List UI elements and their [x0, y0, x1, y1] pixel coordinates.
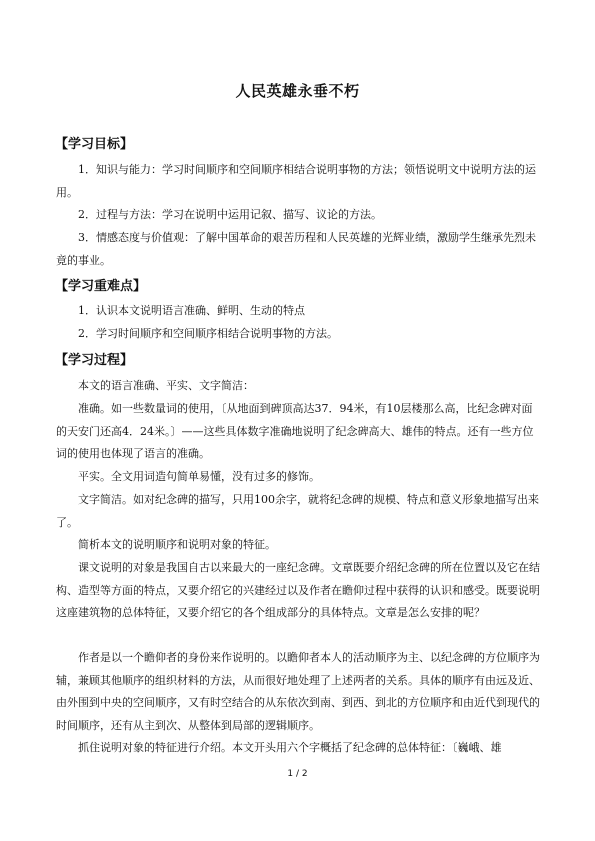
document-title: 人民英雄永垂不朽	[235, 82, 360, 100]
goal-item-1: 1．知识与能力：学习时间顺序和空间顺序相结合说明事物的方法；领悟说明文中说明方法的运用。	[56, 163, 536, 199]
keypoint-item-1: 1．认识本文说明语言准确、鲜明、生动的特点	[78, 304, 305, 317]
section-heading-keypoints: 【学习重难点】	[55, 279, 147, 294]
process-paragraph-4: 文字简洁。如对纪念碑的描写，只用100余字，就将纪念碑的规模、特点和意义形象地描写出来了。	[56, 493, 539, 529]
keypoint-item-2: 2．学习时间顺序和空间顺序相结合说明事物的方法。	[78, 327, 338, 340]
goal-item-2: 2．过程与方法：学习在说明中运用记叙、描写、议论的方法。	[78, 208, 382, 221]
process-paragraph-1: 本文的语言准确、平实、文字简洁：	[78, 379, 254, 392]
section-heading-goals: 【学习目标】	[55, 137, 134, 152]
process-paragraph-2: 准确。如一些数量词的使用，〔从地面到碑顶高达37．94米，有10层楼那么高，比纪念碑对面的天安门还高4．24米。〕——这些具体数字准确地说明了纪念碑高大、雄伟的特点。还有一些方位词的使用也体现了语言的准确。	[56, 402, 534, 460]
section-heading-process: 【学习过程】	[55, 353, 134, 368]
process-paragraph-6: 课文说明的对象是我国自古以来最大的一座纪念碑。文章既要介绍纪念碑的所在位置以及它在结构、造型等方面的特点，又要介绍它的兴建经过以及作者在瞻仰过程中获得的认识和感受。既要说明这座建筑物的总体特征，又要介绍它的各个组成部分的具体特点。文章是怎么安排的呢？	[56, 561, 540, 619]
process-paragraph-7: 作者是以一个瞻仰者的身份来作说明的。以瞻仰者本人的活动顺序为主、以纪念碑的方位顺序为辅，兼顾其他顺序的组织材料的方法，从而很好地处理了上述两者的关系。具体的顺序有由远及近、由外围到中央的空间顺序，又有时空结合的从东依次到南、到西、到北的方位顺序和由近代到现代的时间顺序，还有从主到次、从整体到局部的逻辑顺序。	[56, 651, 540, 732]
process-paragraph-5: 简析本文的说明顺序和说明对象的特征。	[78, 538, 276, 551]
goal-item-3: 3．情感态度与价值观：了解中国革命的艰苦历程和人民英雄的光辉业绩，激励学生继承先烈未竟的事业。	[56, 231, 536, 267]
process-paragraph-3: 平实。全文用词造句简单易懂，没有过多的修饰。	[78, 470, 320, 483]
page-indicator: 1 / 2	[287, 769, 308, 779]
process-paragraph-8: 抓住说明对象的特征进行介绍。本文开头用六个字概括了纪念碑的总体特征：〔巍峨、雄	[78, 741, 502, 754]
